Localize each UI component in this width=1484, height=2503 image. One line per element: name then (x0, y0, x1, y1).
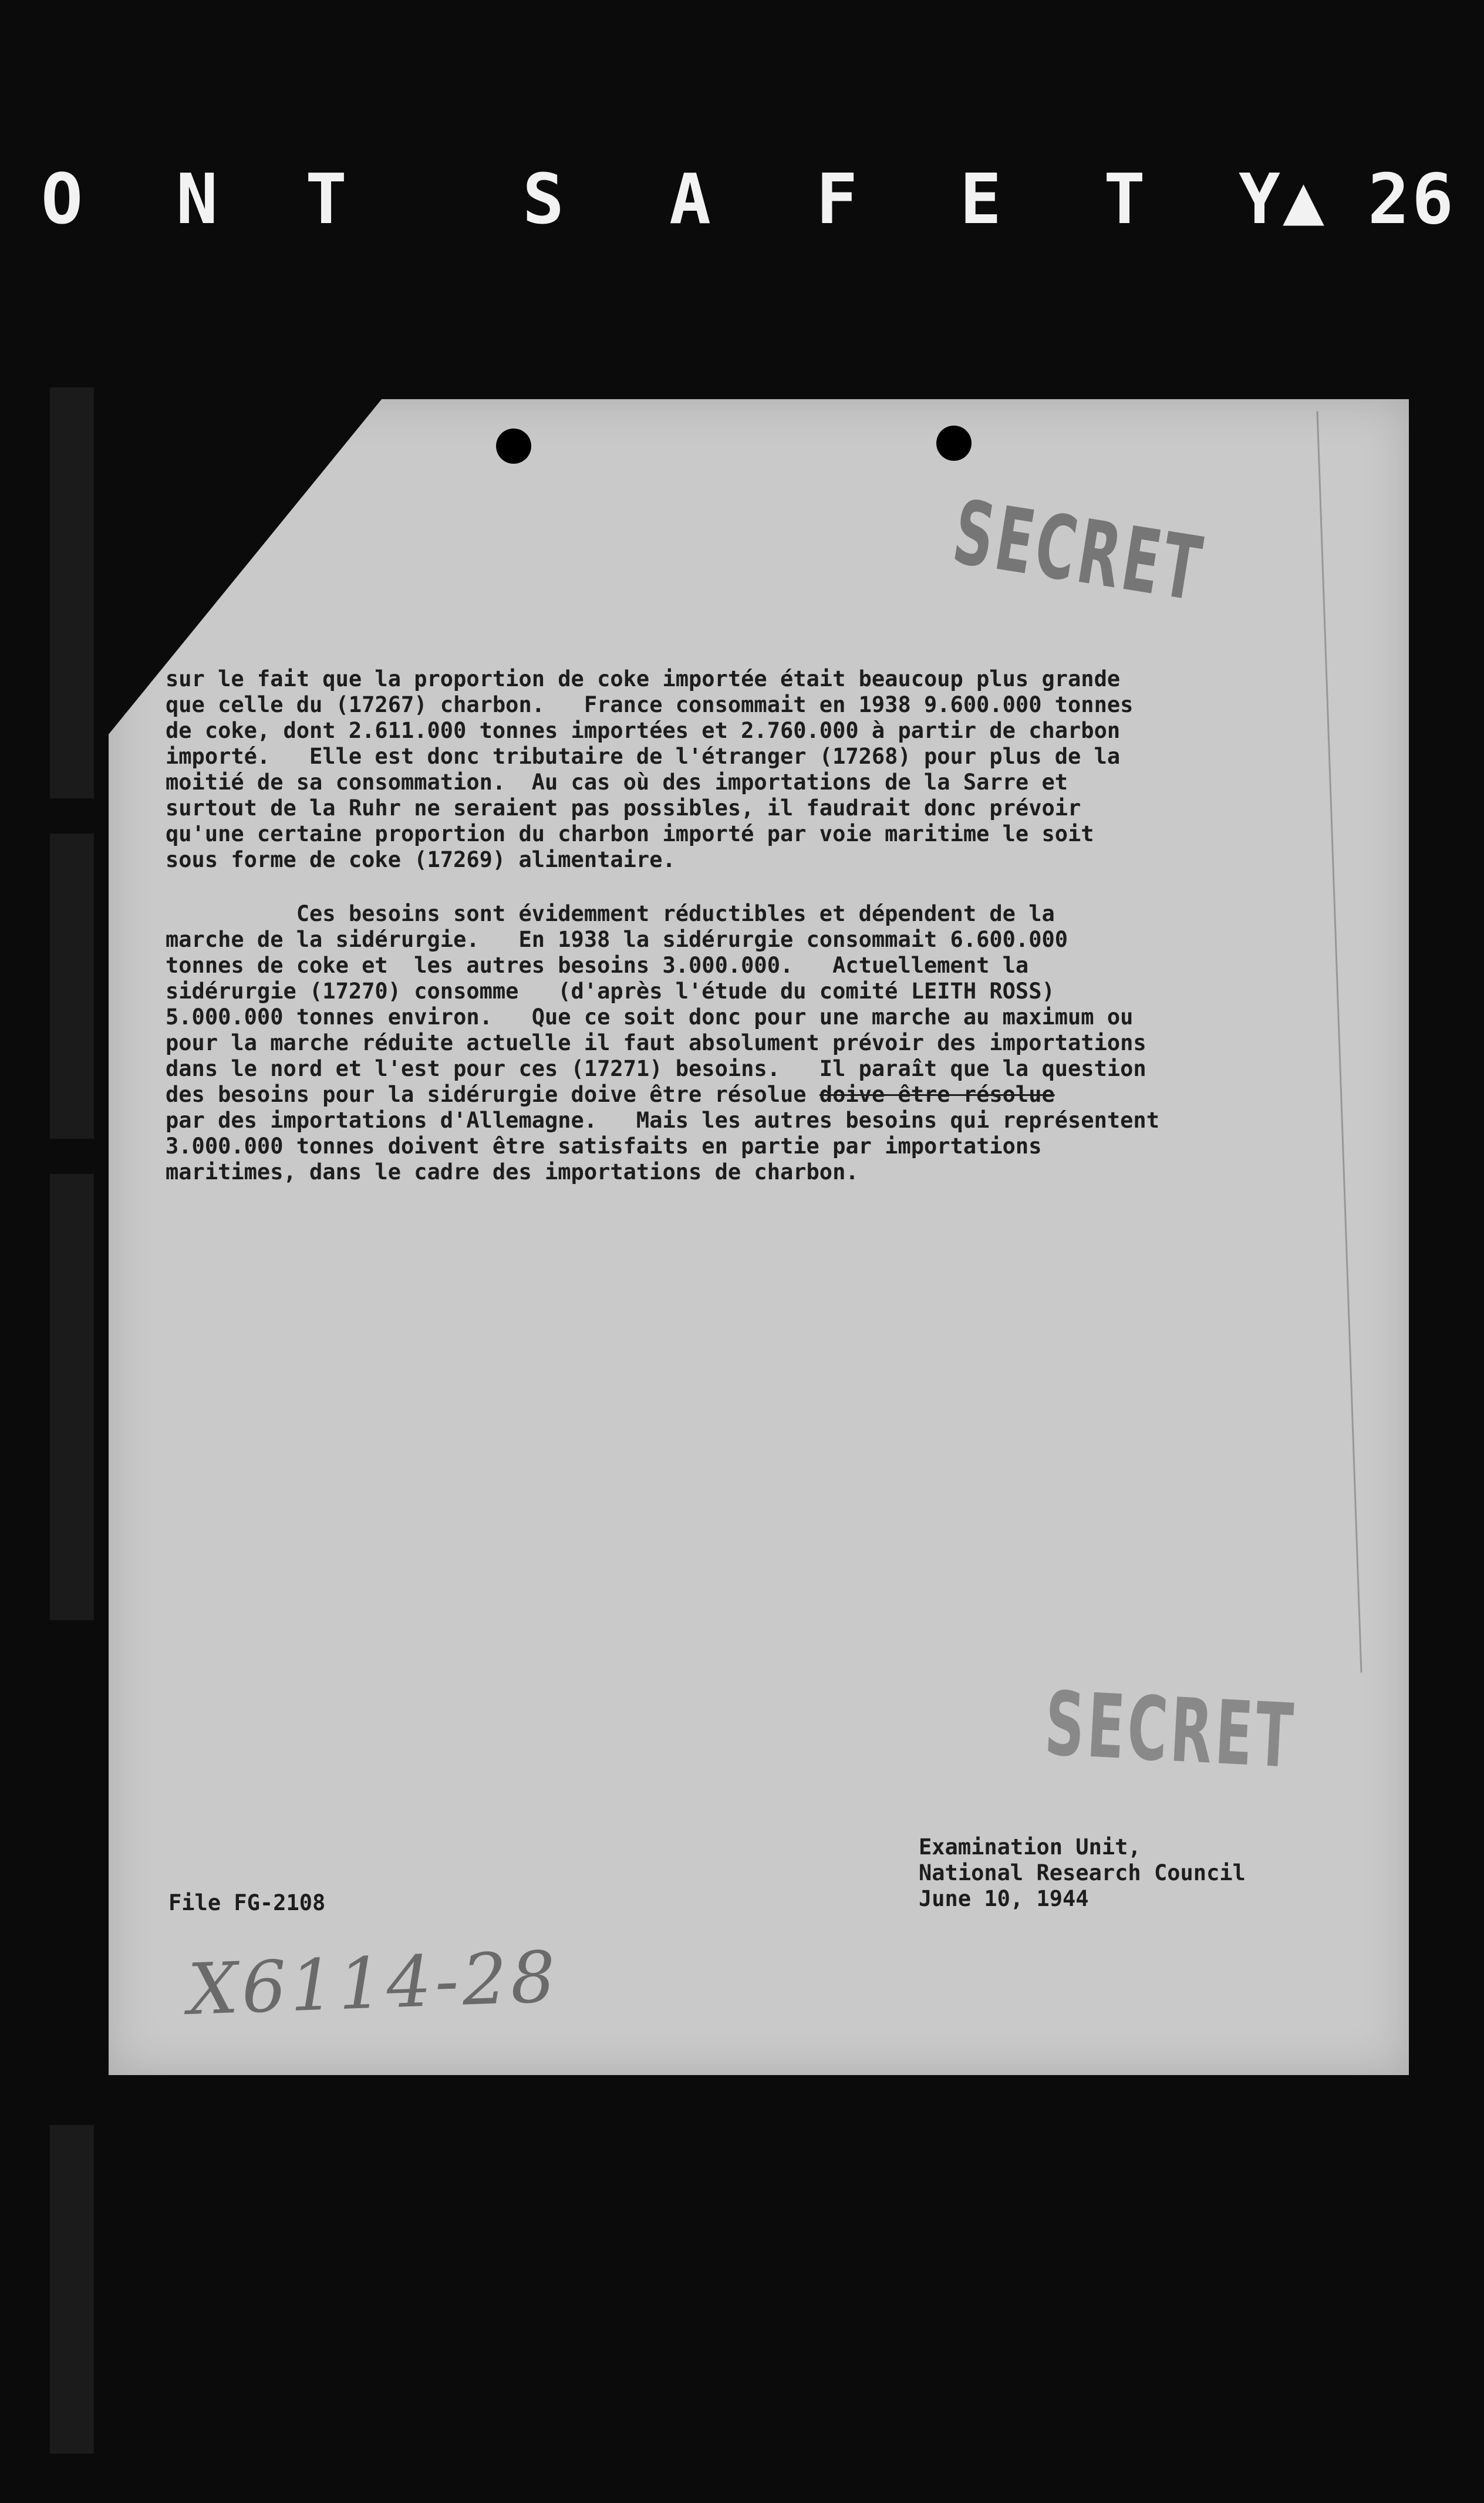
text-line: de coke, dont 2.611.000 tonnes importées et 2.760.000 à partir de charbon (166, 718, 1121, 743)
secret-stamp: SECRET (1042, 1673, 1298, 1789)
film-edge-strip (50, 387, 94, 798)
text-line: marche de la sidérurgie. En 1938 la sidérurgie consommait 6.600.000 (166, 927, 1068, 952)
film-letter: F (816, 158, 861, 239)
document-sheet (109, 399, 1409, 2075)
punch-hole (936, 426, 972, 461)
secret-stamp: SECRET (946, 481, 1210, 622)
text-line: sous forme de coke (17269) alimentaire. (166, 847, 676, 872)
text-line: Ces besoins sont évidemment réductibles et dépendent de la (166, 901, 1055, 926)
text-line: sidérurgie (17270) consomme (d'après l'étude du comité LEITH ROSS) (166, 979, 1055, 1004)
struck-text: doive être résolue (819, 1082, 1055, 1107)
text-line: que celle du (17267) charbon. France consommait en 1938 9.600.000 tonnes (166, 692, 1134, 717)
film-letter: N (176, 158, 221, 239)
text-line (166, 1082, 1375, 1108)
film-letter: T (305, 158, 350, 239)
film-edge-strip (50, 834, 94, 1139)
text-line: qu'une certaine proportion du charbon importé par voie maritime le soit (166, 821, 1094, 846)
film-edge-strip (50, 2125, 94, 2454)
text-line: moitié de sa consommation. Au cas où des importations de la Sarre et (166, 770, 1068, 795)
film-letter: E (960, 158, 1004, 239)
film-header (0, 158, 1484, 247)
text-line: pour la marche réduite actuelle il faut absolument prévoir des importations (166, 1030, 1146, 1055)
text-line: dans le nord et l'est pour ces (17271) besoins. Il paraît que la question (166, 1056, 1146, 1081)
text-line: par des importations d'Allemagne. Mais les autres besoins qui représentent (166, 1108, 1159, 1133)
film-letter: 26 (1368, 158, 1456, 239)
paragraph-1 (166, 666, 1375, 873)
signature-line: Examination Unit, (919, 1834, 1141, 1860)
film-letter: A (669, 158, 714, 239)
text-line: maritimes, dans le cadre des importations de charbon. (166, 1159, 859, 1185)
signature-line: National Research Council (919, 1860, 1246, 1885)
text-line: surtout de la Ruhr ne seraient pas possibles, il faudrait donc prévoir (166, 795, 1081, 821)
film-letter: S (522, 158, 567, 239)
punch-hole (496, 429, 531, 464)
text-line: tonnes de coke et les autres besoins 3.000.000. Actuellement la (166, 953, 1029, 978)
film-letter: O (41, 158, 86, 239)
text-line: sur le fait que la proportion de coke importée était beaucoup plus grande (166, 666, 1121, 691)
signature-block (919, 1834, 1246, 1912)
handwritten-note: X6114-28 (186, 1937, 561, 2031)
film-letter: T (1104, 158, 1148, 239)
paragraph-2 (166, 901, 1375, 1185)
text-line: 5.000.000 tonnes environ. Que ce soit donc pour une marche au maximum ou (166, 1004, 1134, 1030)
text-line: importé. Elle est donc tributaire de l'étranger (17268) pour plus de la (166, 744, 1121, 769)
text-line: 3.000.000 tonnes doivent être satisfaits en partie par importations (166, 1134, 1042, 1159)
film-edge-strip (50, 1174, 94, 1620)
file-reference: File FG-2108 (168, 1890, 326, 1915)
film-letter: Y▲ (1239, 158, 1327, 239)
signature-date: June 10, 1944 (919, 1886, 1089, 1911)
text-fragment: des besoins pour la sidérurgie doive être résolue (166, 1082, 819, 1107)
